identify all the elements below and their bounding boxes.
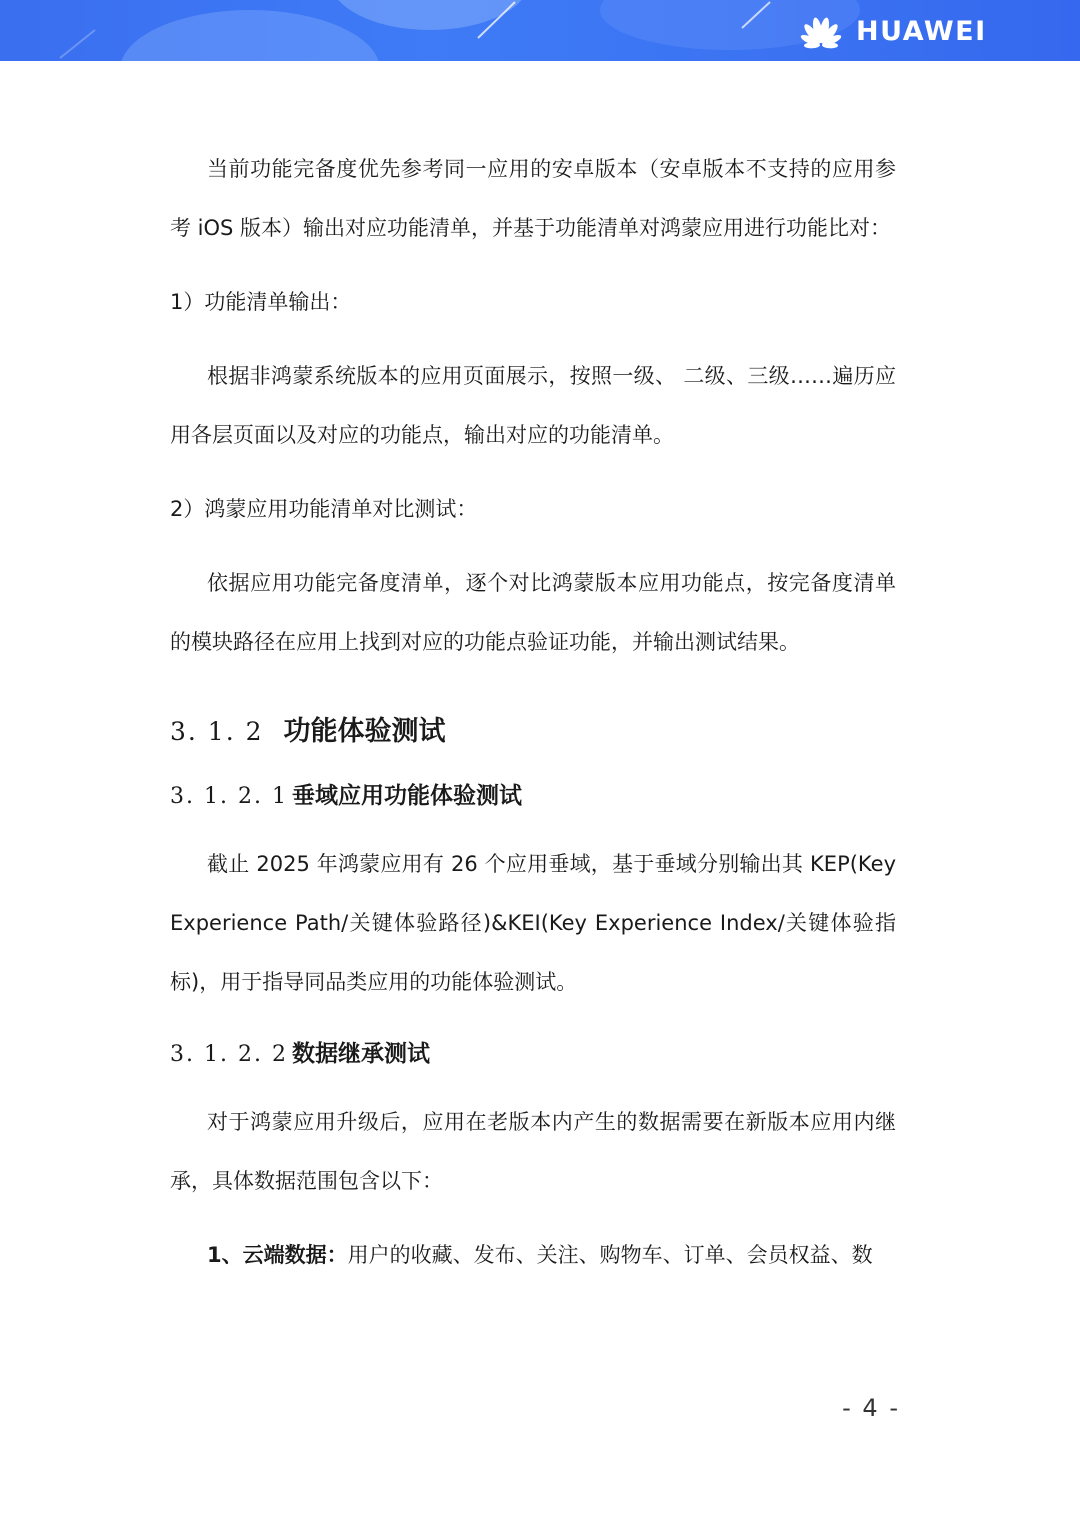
- step1-paragraph: 根据非鸿蒙系统版本的应用页面展示，按照一级、 二级、三级……遍历应用各层页面以及对应的功能点，输出对应的功能清单。: [170, 364, 896, 447]
- huawei-logo: [796, 12, 987, 50]
- step1-title: 1）功能清单输出：: [170, 290, 352, 314]
- page-number: - 4 -: [842, 1394, 900, 1422]
- document-body: [170, 140, 896, 1285]
- step2-paragraph: 依据应用功能完备度清单，逐个对比鸿蒙版本应用功能点，按完备度清单的模块路径在应用上找到对应的功能点验证功能，并输出测试结果。: [170, 571, 896, 654]
- subsection-heading-2: [170, 1034, 896, 1075]
- step2-title: 2）鸿蒙应用功能清单对比测试：: [170, 497, 478, 521]
- subsection-paragraph-1: 截止 2025 年鸿蒙应用有 26 个应用垂域，基于垂域分别输出其 KEP(Key Experience Path/关键体验路径)&KEI(Key Experience Index/关键体验指标)，用于指导同品类应用的功能体验测试。: [170, 852, 896, 994]
- banner-stroke: [742, 2, 770, 28]
- banner-stroke: [60, 30, 95, 58]
- intro-paragraph: 当前功能完备度优先参考同一应用的安卓版本（安卓版本不支持的应用参考 iOS 版本）输出对应功能清单，并基于功能清单对鸿蒙应用进行功能比对：: [170, 157, 896, 240]
- section-heading: [170, 710, 896, 754]
- brand-name: HUAWEI: [856, 15, 987, 47]
- list-item-label: 1、云端数据：: [207, 1243, 348, 1267]
- huawei-flower-icon: [796, 12, 846, 50]
- subsection-paragraph-2: 对于鸿蒙应用升级后，应用在老版本内产生的数据需要在新版本应用内继承，具体数据范围包含以下：: [170, 1110, 896, 1193]
- header-banner: [0, 0, 1080, 61]
- subsection-title-1: 垂域应用功能体验测试: [291, 783, 522, 809]
- list-item-text: 用户的收藏、发布、关注、购物车、订单、会员权益、数: [347, 1243, 873, 1267]
- banner-stroke: [478, 2, 515, 38]
- list-item-cloud-data: [170, 1226, 896, 1285]
- subsection-heading-1: [170, 776, 896, 817]
- subsection-number-1: 3. 1. 2. 1: [170, 784, 288, 809]
- section-title: 功能体验测试: [283, 716, 446, 747]
- subsection-number-2: 3. 1. 2. 2: [170, 1042, 288, 1067]
- subsection-title-2: 数据继承测试: [291, 1041, 430, 1067]
- section-number: 3. 1. 2: [170, 717, 264, 746]
